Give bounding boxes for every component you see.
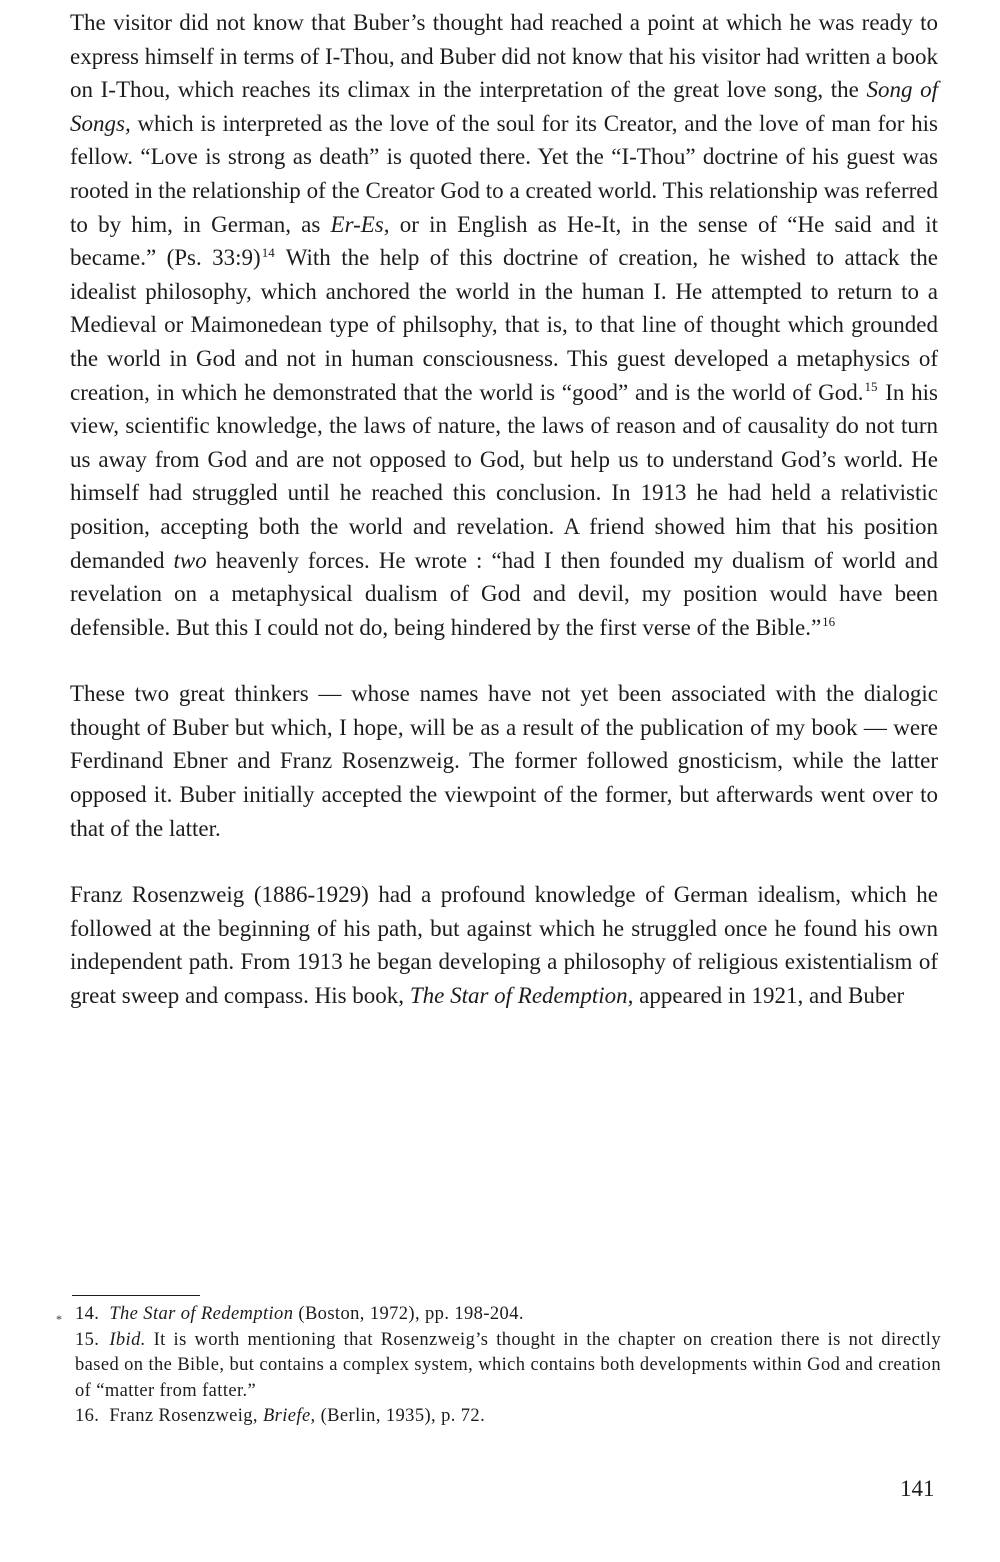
page-body xyxy=(70,6,938,1013)
paragraph-text: or in English as He-It, in the sense of “He said and it became.” (Ps. 33:9) xyxy=(70,211,939,271)
footnote-text: It is worth mentioning that Rosenzweig’s thought in the chapter on creation there is not directly based on the Bible, but contains a complex system, which contains both developments within God and creation of “matter from fatter.” xyxy=(75,1329,941,1401)
footnote-text: (Boston, 1972), pp. 198-204. xyxy=(293,1304,524,1324)
paragraph-text: Franz Rosenzweig (1886-1929) had a profound knowledge of German idealism, which he followed at the beginning of his path, but against which he struggled once he found his own independent path. From 1913 he began developing a philosophy of religious existentialism of great sweep and compass. His book, xyxy=(70,882,938,1009)
footnote-number: 15. xyxy=(75,1329,100,1350)
paragraph-1 xyxy=(70,6,938,644)
footnote-14 xyxy=(75,1302,941,1328)
footnote-text: Franz Rosenzweig, xyxy=(109,1406,263,1426)
paragraph-text: heavenly forces. He wrote : “had I then founded my dualism of world and revelation on a metaphysical dualism of God and devil, my position would have been defensible. But this I could not do, being hindered by the first verse of the Bible.” xyxy=(70,547,938,640)
footnote-divider xyxy=(72,1295,200,1296)
footnotes xyxy=(75,1302,941,1430)
paragraph-text: With the help of this doctrine of creation, he wished to attack the idealist philosophy, which anchored the world in the human I. He attempted to return to a Medieval or Maimonedean type of philsophy, that is, to that line of thought which grounded the world in God and not in human consciousness. This guest developed a metaphysics of creation, in which he demonstrated that the world is “good” and is the world of God. xyxy=(70,245,938,405)
paragraph-2: These two great thinkers — whose names have not yet been associated with the dialogic thought of Buber but which, I hope, will be as a result of the publication of my book — were Ferdinand Ebner and Franz Rosenzweig. The former followed gnosticism, while the latter opposed it. Buber initially accepted the viewpoint of the former, but afterwards went over to that of the latter. xyxy=(70,681,938,841)
footnote-ref-15[interactable]: 15 xyxy=(864,378,878,394)
footnote-ref-16[interactable]: 16 xyxy=(822,614,836,630)
paragraph-3 xyxy=(70,878,938,1012)
footnote-italic: The Star of Redemption xyxy=(109,1304,294,1324)
paragraph-text: The visitor did not know that Buber’s thought had reached a point at which he was ready to express himself in terms of I-Thou, and Buber did not know that his visitor had written a book on I-Thou, which reaches its climax in the interpretation of the great love song, the xyxy=(70,10,938,103)
paragraph-text: appeared in 1921, and Buber xyxy=(633,983,905,1009)
footnote-number: 14. xyxy=(75,1304,100,1324)
paragraph-text: which is interpreted as the love of the soul for its Creator, and the love of man for his fellow. “Love is strong as death” is quoted there. Yet the “I-Thou” doctrine of his guest was rooted in the relationship of the Creator God to a created world. This relationship was referred to by him, in German, as xyxy=(70,110,938,237)
footnote-ref-14[interactable]: 14 xyxy=(261,244,275,260)
stray-mark: * xyxy=(56,1312,62,1326)
page-number: 141 xyxy=(900,1476,935,1501)
footnote-15 xyxy=(75,1328,941,1405)
italic-emphasis: two xyxy=(173,547,207,573)
italic-term: Er-Es, xyxy=(330,211,390,237)
footnote-italic: Ibid. xyxy=(109,1329,146,1350)
footnote-italic: Briefe, xyxy=(262,1406,316,1426)
italic-title: Song of Songs, xyxy=(70,77,939,136)
footnote-number: 16. xyxy=(75,1406,100,1426)
footnote-text: (Berlin, 1935), p. 72. xyxy=(315,1406,486,1426)
footnote-16 xyxy=(75,1404,941,1430)
paragraph-text: In his view, scientific knowledge, the laws of nature, the laws of reason and of causality do not turn us away from God and are not opposed to God, but help us to understand God’s world. He himself had struggled until he reached this conclusion. In 1913 he had held a relativistic position, accepting both the world and revelation. A friend showed him that his position demanded xyxy=(70,379,939,573)
italic-title: The Star of Redemption, xyxy=(409,983,634,1009)
